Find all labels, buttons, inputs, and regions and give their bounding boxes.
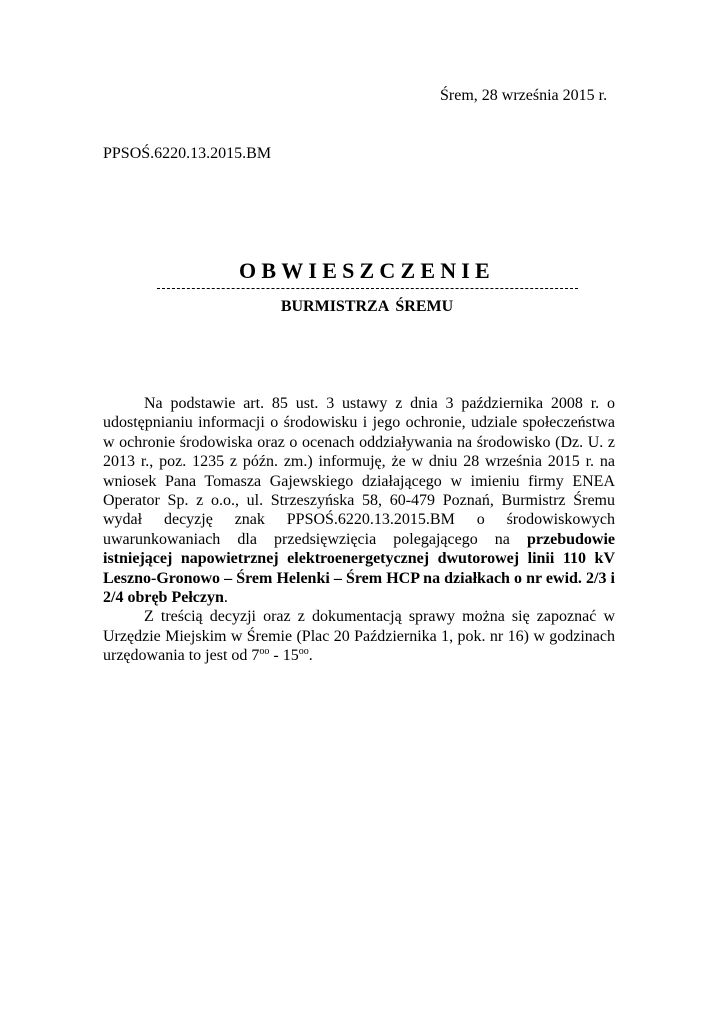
- place-date: Śrem, 28 września 2015 r.: [440, 87, 608, 104]
- reference-number: PPSOŚ.6220.13.2015.BM: [103, 145, 272, 162]
- time-end-sup: oo: [298, 646, 309, 658]
- document-subtitle: BURMISTRZA ŚREMU: [280, 298, 454, 315]
- paragraph-2-text: Z treścią decyzji oraz z dokumentacją sprawy można się zapoznać w Urzędzie Miejskim w Śremie (Plac 20 Października 1, pok. nr 16) w godzinach urzędowania to jest od 7: [103, 608, 615, 665]
- dashed-divider: [157, 288, 578, 289]
- document-title: OBWIESZCZENIE: [239, 258, 495, 283]
- time-separator: - 15: [269, 647, 299, 665]
- paragraph-1-end: .: [223, 589, 228, 607]
- paragraph-2: [103, 607, 615, 665]
- time-start-sup: oo: [259, 646, 270, 658]
- project-description: przebudowie istniejącej napowietrznej elektroenergetycznej dwutorowej linii 110 kV Leszno-Gronowo – Śrem Helenki – Śrem HCP na działkach o nr ewid. 2/3 i 2/4 obręb Pełczyn: [103, 530, 616, 607]
- paragraph-1: [103, 394, 615, 607]
- paragraph-2-end: .: [308, 647, 313, 665]
- paragraph-1-text: Na podstawie art. 85 ust. 3 ustawy z dnia 3 października 2008 r. o udostępnianiu informacji o środowisku i jego ochronie, udziale społeczeństwa w ochronie środowiska oraz o ocenach oddziaływania na środowisko (Dz. U. z 2013 r., poz. 1235 z późn. zm.) informuję, że w dniu 28 września 2015 r. na wniosek Pana Tomasza Gajewskiego działającego w imieniu firmy ENEA Operator Sp. z o.o., ul. Strzeszyńska 58, 60-479 Poznań, Burmistrz Śremu wydał decyzję znak PPSOŚ.6220.13.2015.BM o środowiskowych uwarunkowaniach dla przedsięwzięcia polegającego na: [103, 395, 615, 548]
- document-body: [103, 394, 615, 666]
